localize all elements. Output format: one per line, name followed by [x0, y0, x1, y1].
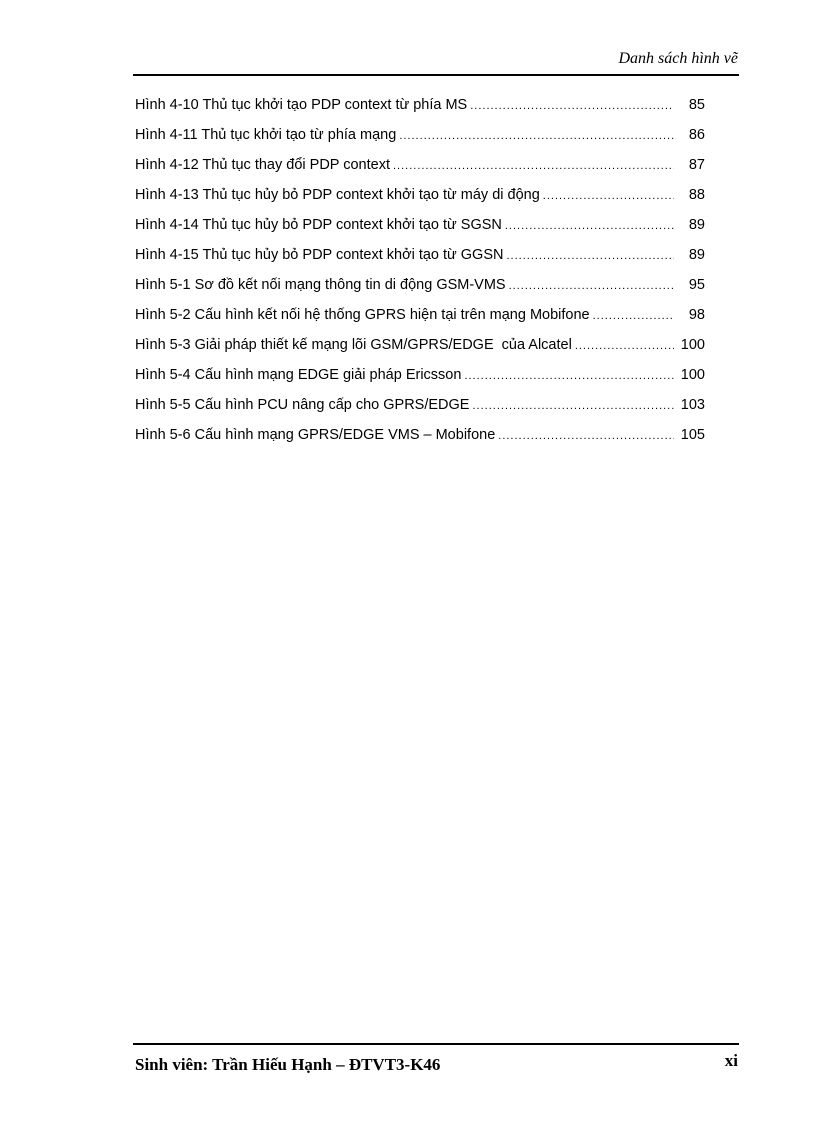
toc-entry-page: 85	[688, 97, 705, 113]
toc-entry[interactable]	[135, 123, 705, 153]
dot-leader	[399, 124, 674, 148]
dot-leader	[543, 184, 674, 208]
toc-entry[interactable]	[135, 303, 705, 333]
toc-entry-label: Hình 4-15 Thủ tục hủy bỏ PDP context khởi tạo từ GGSN	[135, 247, 504, 263]
toc-entry-page: 86	[688, 127, 705, 143]
dot-leader	[505, 214, 674, 238]
dot-leader	[575, 334, 674, 358]
toc-entry-label: Hình 4-11 Thủ tục khởi tạo từ phía mạng	[135, 127, 397, 143]
toc-entry-page: 98	[688, 307, 705, 323]
toc-entry-page: 95	[688, 277, 705, 293]
footer-divider	[133, 1043, 739, 1045]
toc-entry-label: Hình 5-2 Cấu hình kết nối hệ thống GPRS hiện tại trên mạng Mobifone	[135, 307, 590, 323]
running-header-title: Danh sách hình vẽ	[618, 50, 738, 67]
toc-entry[interactable]	[135, 243, 705, 273]
toc-entry-label: Hình 5-6 Cấu hình mạng GPRS/EDGE VMS – Mobifone	[135, 427, 496, 443]
toc-entry[interactable]	[135, 213, 705, 243]
toc-entry-label: Hình 5-4 Cấu hình mạng EDGE giải pháp Ericsson	[135, 367, 462, 383]
toc-entry-label: Hình 5-5 Cấu hình PCU nâng cấp cho GPRS/EDGE	[135, 397, 470, 413]
dot-leader	[509, 274, 674, 298]
toc-entry[interactable]	[135, 363, 705, 393]
toc-entry-label: Hình 4-14 Thủ tục hủy bỏ PDP context khởi tạo từ SGSN	[135, 217, 502, 233]
dot-leader	[506, 244, 674, 268]
toc-entry-label: Hình 5-1 Sơ đồ kết nối mạng thông tin di động GSM-VMS	[135, 277, 506, 293]
toc-entry-page: 100	[680, 367, 705, 383]
toc-entry[interactable]	[135, 333, 705, 363]
toc-entry[interactable]	[135, 183, 705, 213]
header-divider	[133, 74, 739, 76]
toc-entry-page: 100	[680, 337, 705, 353]
dot-leader	[393, 154, 674, 178]
toc-entry-label: Hình 5-3 Giải pháp thiết kế mạng lõi GSM/GPRS/EDGE của Alcatel	[135, 337, 572, 353]
toc-entry-page: 87	[688, 157, 705, 173]
toc-entry[interactable]	[135, 423, 705, 453]
toc-entry-page: 88	[688, 187, 705, 203]
figure-list	[135, 93, 705, 453]
dot-leader	[470, 94, 674, 118]
footer-author: Sinh viên: Trần Hiếu Hạnh – ĐTVT3-K46	[135, 1055, 441, 1074]
dot-leader	[593, 304, 674, 328]
dot-leader	[472, 394, 674, 418]
dot-leader	[464, 364, 674, 388]
toc-entry[interactable]	[135, 393, 705, 423]
toc-entry-page: 89	[688, 247, 705, 263]
toc-entry-label: Hình 4-13 Thủ tục hủy bỏ PDP context khởi tạo từ máy di động	[135, 187, 540, 203]
toc-entry[interactable]	[135, 153, 705, 183]
toc-entry-page: 105	[680, 427, 705, 443]
toc-entry-label: Hình 4-12 Thủ tục thay đổi PDP context	[135, 157, 390, 173]
toc-entry-page: 103	[680, 397, 705, 413]
toc-entry[interactable]	[135, 273, 705, 303]
footer-page-number: xi	[724, 1051, 738, 1070]
toc-entry-label: Hình 4-10 Thủ tục khởi tạo PDP context từ phía MS	[135, 97, 468, 113]
toc-entry[interactable]	[135, 93, 705, 123]
dot-leader	[498, 424, 674, 448]
toc-entry-page: 89	[688, 217, 705, 233]
